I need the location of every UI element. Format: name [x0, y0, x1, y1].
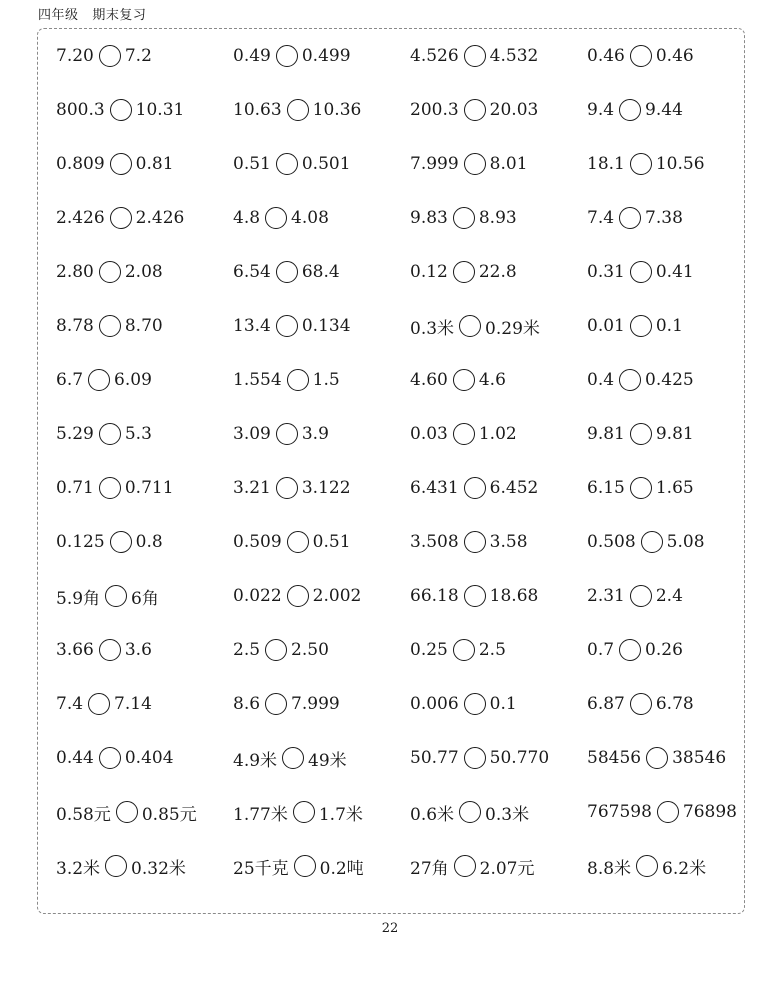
- right-value: 49米: [308, 750, 347, 771]
- right-value: 3.122: [301, 478, 351, 498]
- comparison-item: [56, 29, 233, 83]
- right-value: 2.50: [291, 640, 329, 660]
- comparison-item: [410, 569, 587, 623]
- answer-circle[interactable]: [265, 639, 287, 661]
- left-value: 0.508: [587, 532, 636, 552]
- comparison-item: [56, 353, 233, 407]
- left-value: 0.01: [587, 316, 625, 336]
- answer-circle[interactable]: [630, 693, 652, 715]
- right-value: 7.14: [114, 694, 152, 714]
- answer-circle[interactable]: [619, 207, 641, 229]
- answer-circle[interactable]: [276, 315, 298, 337]
- answer-circle[interactable]: [464, 153, 486, 175]
- right-value: 5.08: [666, 532, 705, 552]
- left-value: 0.71: [56, 478, 94, 498]
- left-value: 200.3: [410, 100, 459, 120]
- right-value: 0.404: [124, 748, 174, 768]
- answer-circle[interactable]: [276, 45, 298, 67]
- left-value: 13.4: [233, 316, 271, 336]
- right-value: 4.08: [291, 208, 329, 228]
- right-value: 68.4: [301, 262, 340, 282]
- left-value: 0.51: [233, 154, 271, 174]
- right-value: 10.56: [655, 154, 705, 174]
- right-value: 6.2米: [662, 858, 707, 879]
- right-value: 20.03: [489, 100, 539, 120]
- right-value: 0.26: [645, 640, 683, 660]
- comparison-item: [587, 839, 746, 893]
- left-value: 8.6: [233, 694, 261, 714]
- left-value: 4.60: [410, 370, 448, 390]
- answer-circle[interactable]: [99, 477, 121, 499]
- answer-circle[interactable]: [88, 369, 110, 391]
- left-value: 3.21: [233, 478, 271, 498]
- comparison-item: [56, 839, 233, 893]
- answer-circle[interactable]: [88, 693, 110, 715]
- answer-circle[interactable]: [464, 99, 486, 121]
- left-value: 6.7: [56, 370, 84, 390]
- comparison-item: [56, 731, 233, 785]
- comparison-item: [587, 569, 746, 623]
- right-value: 2.426: [135, 208, 185, 228]
- right-value: 3.6: [124, 640, 152, 660]
- left-value: 27角: [410, 858, 449, 879]
- right-value: 22.8: [478, 262, 517, 282]
- right-value: 9.81: [655, 424, 694, 444]
- answer-circle[interactable]: [464, 531, 486, 553]
- comparison-item: [587, 191, 746, 245]
- answer-circle[interactable]: [646, 747, 668, 769]
- answer-circle[interactable]: [276, 477, 298, 499]
- right-value: 1.02: [478, 424, 517, 444]
- answer-circle[interactable]: [99, 747, 121, 769]
- answer-circle[interactable]: [464, 693, 486, 715]
- left-value: 10.63: [233, 100, 282, 120]
- right-value: 2.002: [312, 586, 362, 606]
- answer-circle[interactable]: [453, 369, 475, 391]
- answer-circle[interactable]: [464, 585, 486, 607]
- comparison-item: [587, 137, 746, 191]
- comparison-item: [56, 407, 233, 461]
- left-value: 3.2米: [56, 858, 101, 879]
- answer-circle[interactable]: [287, 99, 309, 121]
- comparison-item: [587, 677, 746, 731]
- answer-circle[interactable]: [453, 639, 475, 661]
- comparison-grid: [56, 29, 746, 893]
- answer-circle[interactable]: [630, 477, 652, 499]
- right-value: 76898: [682, 802, 737, 822]
- comparison-item: [56, 83, 233, 137]
- answer-circle[interactable]: [287, 585, 309, 607]
- comparison-item: [410, 461, 587, 515]
- comparison-item: [410, 299, 587, 353]
- answer-circle[interactable]: [276, 423, 298, 445]
- comparison-item: [587, 785, 746, 839]
- right-value: 0.425: [645, 370, 694, 390]
- comparison-item: [410, 677, 587, 731]
- comparison-item: [233, 407, 410, 461]
- comparison-item: [410, 407, 587, 461]
- left-value: 0.58元: [56, 804, 111, 825]
- left-value: 0.022: [233, 586, 282, 606]
- comparison-item: [410, 839, 587, 893]
- right-value: 8.93: [478, 208, 517, 228]
- left-value: 0.809: [56, 154, 105, 174]
- right-value: 0.2吨: [319, 858, 364, 879]
- answer-circle[interactable]: [110, 99, 132, 121]
- right-value: 6.09: [114, 370, 152, 390]
- right-value: 0.81: [135, 154, 174, 174]
- comparison-item: [233, 731, 410, 785]
- comparison-item: [587, 515, 746, 569]
- left-value: 5.29: [56, 424, 94, 444]
- answer-circle[interactable]: [454, 855, 476, 877]
- left-value: 0.7: [587, 640, 615, 660]
- comparison-item: [233, 677, 410, 731]
- comparison-item: [410, 353, 587, 407]
- left-value: 58456: [587, 748, 642, 768]
- answer-circle[interactable]: [630, 261, 652, 283]
- left-value: 0.49: [233, 46, 271, 66]
- answer-circle[interactable]: [276, 261, 298, 283]
- right-value: 2.07元: [479, 858, 535, 879]
- right-value: 2.08: [124, 262, 163, 282]
- comparison-item: [56, 191, 233, 245]
- comparison-item: [56, 299, 233, 353]
- comparison-item: [587, 83, 746, 137]
- right-value: 0.8: [135, 532, 163, 552]
- left-value: 0.4: [587, 370, 615, 390]
- left-value: 3.508: [410, 532, 459, 552]
- right-value: 1.65: [655, 478, 694, 498]
- right-value: 4.532: [489, 46, 539, 66]
- left-value: 6.15: [587, 478, 625, 498]
- left-value: 3.66: [56, 640, 94, 660]
- comparison-item: [587, 299, 746, 353]
- right-value: 7.2: [124, 46, 152, 66]
- answer-circle[interactable]: [276, 153, 298, 175]
- left-value: 0.509: [233, 532, 282, 552]
- left-value: 8.78: [56, 316, 94, 336]
- answer-circle[interactable]: [282, 747, 304, 769]
- left-value: 0.31: [587, 262, 625, 282]
- answer-circle[interactable]: [110, 153, 132, 175]
- left-value: 9.81: [587, 424, 625, 444]
- answer-circle[interactable]: [105, 855, 127, 877]
- right-value: 0.1: [489, 694, 517, 714]
- right-value: 38546: [672, 748, 727, 768]
- answer-circle[interactable]: [657, 801, 679, 823]
- answer-circle[interactable]: [99, 639, 121, 661]
- comparison-item: [233, 569, 410, 623]
- right-value: 0.1: [655, 316, 683, 336]
- left-value: 800.3: [56, 100, 105, 120]
- right-value: 3.58: [489, 532, 528, 552]
- right-value: 50.770: [489, 748, 550, 768]
- answer-circle[interactable]: [459, 315, 481, 337]
- comparison-item: [56, 137, 233, 191]
- left-value: 2.426: [56, 208, 105, 228]
- left-value: 7.999: [410, 154, 459, 174]
- comparison-item: [56, 785, 233, 839]
- right-value: 8.01: [489, 154, 528, 174]
- comparison-item: [410, 515, 587, 569]
- left-value: 6.54: [233, 262, 271, 282]
- right-value: 0.499: [301, 46, 351, 66]
- right-value: 0.711: [124, 478, 174, 498]
- page-number: 22: [381, 921, 399, 936]
- right-value: 0.51: [312, 532, 351, 552]
- right-value: 7.38: [645, 208, 683, 228]
- left-value: 2.5: [233, 640, 261, 660]
- answer-circle[interactable]: [99, 315, 121, 337]
- right-value: 0.41: [655, 262, 694, 282]
- right-value: 3.9: [301, 424, 329, 444]
- left-value: 0.46: [587, 46, 625, 66]
- comparison-item: [233, 515, 410, 569]
- left-value: 0.03: [410, 424, 448, 444]
- right-value: 1.7米: [318, 804, 363, 825]
- left-value: 0.25: [410, 640, 448, 660]
- answer-circle[interactable]: [630, 423, 652, 445]
- left-value: 767598: [587, 802, 652, 822]
- comparison-item: [56, 245, 233, 299]
- answer-circle[interactable]: [99, 261, 121, 283]
- left-value: 0.006: [410, 694, 459, 714]
- page-header: 四年级 期末复习: [38, 8, 147, 23]
- answer-circle[interactable]: [453, 423, 475, 445]
- right-value: 6.78: [655, 694, 694, 714]
- comparison-item: [56, 515, 233, 569]
- comparison-item: [233, 137, 410, 191]
- left-value: 9.4: [587, 100, 615, 120]
- answer-circle[interactable]: [453, 261, 475, 283]
- comparison-item: [410, 137, 587, 191]
- answer-circle[interactable]: [110, 207, 132, 229]
- left-value: 7.4: [587, 208, 615, 228]
- answer-circle[interactable]: [293, 801, 315, 823]
- right-value: 0.134: [301, 316, 351, 336]
- comparison-item: [587, 29, 746, 83]
- left-value: 0.3米: [410, 318, 455, 339]
- answer-circle[interactable]: [630, 153, 652, 175]
- comparison-item: [56, 461, 233, 515]
- answer-circle[interactable]: [630, 315, 652, 337]
- answer-circle[interactable]: [464, 747, 486, 769]
- left-value: 4.526: [410, 46, 459, 66]
- left-value: 6.87: [587, 694, 625, 714]
- comparison-item: [410, 731, 587, 785]
- comparison-item: [233, 191, 410, 245]
- answer-circle[interactable]: [287, 369, 309, 391]
- comparison-item: [233, 839, 410, 893]
- left-value: 0.6米: [410, 804, 455, 825]
- right-value: 8.70: [124, 316, 163, 336]
- comparison-item: [233, 785, 410, 839]
- answer-circle[interactable]: [641, 531, 663, 553]
- right-value: 10.31: [135, 100, 185, 120]
- answer-circle[interactable]: [265, 207, 287, 229]
- answer-circle[interactable]: [287, 531, 309, 553]
- right-value: 2.5: [478, 640, 506, 660]
- left-value: 9.83: [410, 208, 448, 228]
- right-value: 7.999: [291, 694, 340, 714]
- answer-circle[interactable]: [110, 531, 132, 553]
- left-value: 4.9米: [233, 750, 278, 771]
- answer-circle[interactable]: [464, 45, 486, 67]
- answer-circle[interactable]: [636, 855, 658, 877]
- comparison-item: [410, 785, 587, 839]
- right-value: 0.3米: [485, 804, 530, 825]
- left-value: 0.125: [56, 532, 105, 552]
- left-value: 8.8米: [587, 858, 632, 879]
- left-value: 7.20: [56, 46, 94, 66]
- answer-circle[interactable]: [464, 477, 486, 499]
- left-value: 1.554: [233, 370, 282, 390]
- comparison-item: [587, 245, 746, 299]
- right-value: 5.3: [124, 424, 152, 444]
- left-value: 2.80: [56, 262, 94, 282]
- left-value: 25千克: [233, 858, 289, 879]
- left-value: 66.18: [410, 586, 459, 606]
- comparison-item: [233, 461, 410, 515]
- comparison-item: [56, 677, 233, 731]
- left-value: 50.77: [410, 748, 459, 768]
- left-value: 2.31: [587, 586, 625, 606]
- left-value: 0.12: [410, 262, 448, 282]
- comparison-item: [56, 623, 233, 677]
- comparison-item: [410, 623, 587, 677]
- comparison-item: [587, 353, 746, 407]
- comparison-item: [587, 623, 746, 677]
- answer-circle[interactable]: [459, 801, 481, 823]
- right-value: 0.29米: [485, 318, 540, 339]
- answer-circle[interactable]: [105, 585, 127, 607]
- comparison-item: [410, 191, 587, 245]
- left-value: 0.44: [56, 748, 94, 768]
- comparison-item: [233, 299, 410, 353]
- answer-circle[interactable]: [99, 423, 121, 445]
- answer-circle[interactable]: [619, 639, 641, 661]
- left-value: 5.9角: [56, 588, 101, 609]
- left-value: 1.77米: [233, 804, 288, 825]
- answer-circle[interactable]: [265, 693, 287, 715]
- right-value: 0.32米: [131, 858, 186, 879]
- left-value: 6.431: [410, 478, 459, 498]
- right-value: 1.5: [312, 370, 340, 390]
- left-value: 18.1: [587, 154, 625, 174]
- comparison-item: [410, 29, 587, 83]
- left-value: 4.8: [233, 208, 261, 228]
- right-value: 6角: [131, 588, 159, 609]
- comparison-item: [233, 623, 410, 677]
- comparison-item: [233, 353, 410, 407]
- right-value: 0.85元: [141, 804, 197, 825]
- comparison-item: [233, 245, 410, 299]
- comparison-item: [233, 29, 410, 83]
- comparison-item: [587, 731, 746, 785]
- right-value: 0.46: [655, 46, 694, 66]
- answer-circle[interactable]: [294, 855, 316, 877]
- answer-circle[interactable]: [116, 801, 138, 823]
- comparison-item: [587, 461, 746, 515]
- answer-circle[interactable]: [630, 45, 652, 67]
- answer-circle[interactable]: [453, 207, 475, 229]
- answer-circle[interactable]: [619, 99, 641, 121]
- right-value: 4.6: [478, 370, 506, 390]
- left-value: 3.09: [233, 424, 271, 444]
- comparison-item: [56, 569, 233, 623]
- right-value: 6.452: [489, 478, 539, 498]
- comparison-item: [233, 83, 410, 137]
- comparison-item: [410, 83, 587, 137]
- right-value: 0.501: [301, 154, 351, 174]
- right-value: 18.68: [489, 586, 539, 606]
- answer-circle[interactable]: [630, 585, 652, 607]
- left-value: 7.4: [56, 694, 84, 714]
- right-value: 9.44: [645, 100, 683, 120]
- right-value: 2.4: [655, 586, 683, 606]
- comparison-item: [587, 407, 746, 461]
- answer-circle[interactable]: [99, 45, 121, 67]
- answer-circle[interactable]: [619, 369, 641, 391]
- comparison-item: [410, 245, 587, 299]
- right-value: 10.36: [312, 100, 362, 120]
